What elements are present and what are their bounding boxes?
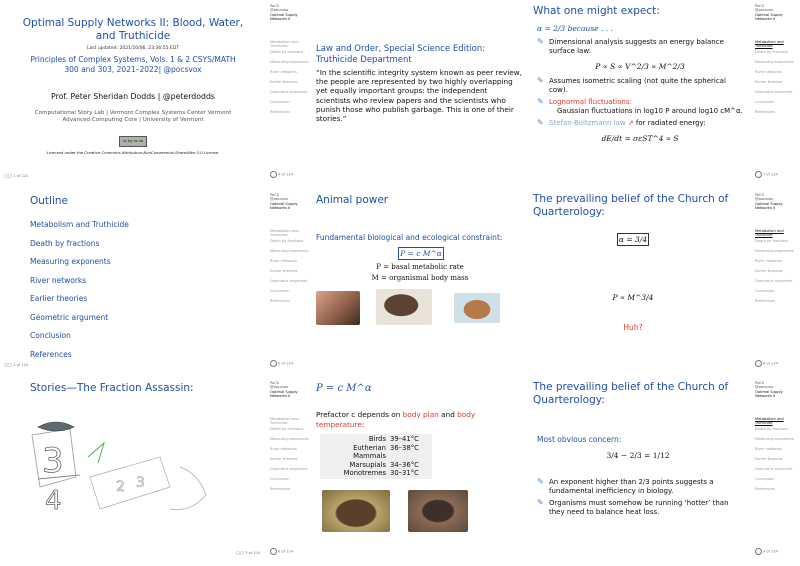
sidebar-item[interactable]: Death by fractions <box>270 50 304 54</box>
slide-title: Animal power <box>316 194 389 206</box>
sidebar-brand: PoCS @pocsvox Optimal Supply Networks II <box>270 193 298 211</box>
sidebar-item[interactable]: References <box>270 299 290 303</box>
nav-icon[interactable] <box>270 548 277 555</box>
slide-7 <box>533 0 799 188</box>
sidebar-nav <box>755 417 797 497</box>
sidebar-item[interactable]: Death by fractions <box>270 239 304 243</box>
page-counter: 4 of 124 <box>270 171 293 178</box>
sidebar-item[interactable]: Geometric argument <box>270 467 308 471</box>
sidebar-item[interactable]: Measuring exponents <box>755 249 794 253</box>
quote: “In the scientific integrity system known as peer review, the people are represented by two highly overlapping yet equally important groups: the independent scientists who review papers and the scientists who punish those who publish garbage. This is one of their stories.” <box>316 68 523 124</box>
slide-title: Optimal Supply Networks II: Blood, Water, and Truthicide <box>22 17 244 42</box>
outline-item[interactable]: References <box>30 349 72 359</box>
last-updated: Last updated: 2021/10/06, 23:36:55 EDT <box>87 46 179 51</box>
sidebar-item[interactable]: Metabolism and Truthicide <box>755 229 784 238</box>
sidebar-item[interactable]: Metabolism and Truthicide <box>270 417 299 426</box>
outline-item[interactable]: Metabolism and Truthicide <box>30 220 129 229</box>
equation: P ∝ M^3/4 <box>612 293 654 302</box>
sidebar-item[interactable]: Geometric argument <box>270 279 308 283</box>
sidebar-nav <box>755 229 797 309</box>
slide-2 <box>0 189 266 377</box>
sidebar-item[interactable]: Earlier theories <box>270 457 298 461</box>
nav-icon[interactable] <box>755 171 762 178</box>
page-counter: 5 of 124 <box>270 360 293 367</box>
table-row: Marsupials 34–36°C <box>349 460 419 469</box>
sidebar-item[interactable]: Death by fractions <box>755 50 789 54</box>
sidebar-item[interactable]: River networks <box>270 259 297 263</box>
slide-title: P = c M^α <box>316 383 372 394</box>
slide-title: What one might expect: <box>533 5 660 17</box>
sidebar-item[interactable]: Conclusion <box>755 477 775 481</box>
page-counter: ◯◯ 3 of 124 <box>236 551 261 555</box>
sidebar-item[interactable]: References <box>755 299 775 303</box>
sidebar-item[interactable]: Death by fractions <box>755 427 789 431</box>
sidebar-item[interactable]: Measuring exponents <box>755 437 794 441</box>
outline-item[interactable]: Conclusion <box>30 331 71 340</box>
sidebar-item[interactable]: Earlier theories <box>270 269 298 273</box>
sidebar-nav <box>755 40 797 120</box>
slide-1 <box>0 0 266 188</box>
slide-8 <box>533 189 799 377</box>
page-counter: ◯◯ 1 of 124 <box>4 174 29 178</box>
equation: dE/dt = σεST^4 ∝ S <box>601 134 679 143</box>
sidebar <box>266 189 310 377</box>
definition: P = basal metabolic rate <box>376 263 464 271</box>
sidebar <box>266 377 310 565</box>
sidebar-brand: PoCS @pocsvox Optimal Supply Networks II <box>270 381 298 399</box>
bullet-icon: ✎ <box>537 477 544 486</box>
outline-item[interactable]: Geometric argument <box>30 312 109 322</box>
sidebar-item[interactable]: Geometric argument <box>270 90 308 94</box>
sidebar-item[interactable]: Geometric argument <box>755 467 793 471</box>
page-counter: 8 of 124 <box>755 360 778 367</box>
svg-text:3: 3 <box>42 441 64 481</box>
nav-icon[interactable]: ◯◯ <box>4 363 14 367</box>
echidna-photo <box>408 490 468 532</box>
sidebar-brand: PoCS @pocsvox Optimal Supply Networks II <box>755 381 783 399</box>
sidebar-item[interactable]: Geometric argument <box>755 90 793 94</box>
concern-text: Most obvious concern: <box>537 435 622 444</box>
outline-list <box>30 220 250 368</box>
sidebar-item[interactable]: Earlier theories <box>755 457 783 461</box>
sidebar-item[interactable]: Metabolism and Truthicide <box>270 229 299 238</box>
outline-item[interactable]: Death by fractions <box>30 238 100 248</box>
sidebar-item[interactable]: Earlier theories <box>270 80 298 84</box>
nav-icon[interactable] <box>270 360 277 367</box>
sidebar-item[interactable]: Conclusion <box>270 100 290 104</box>
lead-text: Fundamental biological and ecological constraint: <box>316 233 503 242</box>
page-counter: 9 of 124 <box>755 548 778 555</box>
sidebar-item[interactable]: Earlier theories <box>755 80 783 84</box>
sidebar-item[interactable]: Metabolism and Truthicide <box>755 40 784 49</box>
table-row: Monotremes 30–31°C <box>343 469 419 478</box>
bullet: ✎ Organisms must somehow be running ‘hotter’ than they need to balance heat loss. <box>537 498 729 516</box>
license-text: Licensed under the Creative Commons Attribution-NonCommercial-ShareAlike 3.0 License. <box>46 150 220 155</box>
svg-text:2: 2 <box>116 479 125 495</box>
sidebar-brand: PoCS @pocsvox Optimal Supply Networks II <box>755 4 783 22</box>
equation: P ∝ S ∝ V^2/3 ∝ M^2/3 <box>595 62 685 71</box>
slide-9 <box>533 377 799 565</box>
slide-title: Outline <box>30 195 68 207</box>
formula-box: α = 3/4 <box>618 235 648 244</box>
nav-icon[interactable]: ◯◯ <box>4 174 14 178</box>
sidebar-item[interactable]: River networks <box>270 447 297 451</box>
sidebar-item[interactable]: Measuring exponents <box>270 249 309 253</box>
sidebar-item[interactable]: River networks <box>270 70 297 74</box>
sidebar-item[interactable]: Conclusion <box>270 289 290 293</box>
temperature-table <box>320 434 432 479</box>
sidebar-item[interactable]: References <box>270 110 290 114</box>
kiwi-photo <box>376 289 432 325</box>
course-name: Principles of Complex Systems, Vols. 1 & 2 CSYS/MATH 300 and 303, 2021–2022| @pocsvox <box>30 55 236 74</box>
nav-icon[interactable] <box>270 171 277 178</box>
slide-title: The prevailing belief of the Church of Quarterology: <box>533 381 729 406</box>
slide-title: Stories—The Fraction Assassin: <box>30 382 194 394</box>
sidebar <box>751 0 795 188</box>
slide-6 <box>266 377 532 565</box>
table-row: Eutherian Mammals 36–38°C <box>353 443 419 461</box>
slide-title: Law and Order, Special Science Edition: Truthicide Department <box>316 44 486 65</box>
mammoth-photo <box>454 293 500 323</box>
bullet: ✎ Stefan-Boltzmann law ↗ for radiated energy: <box>537 118 706 127</box>
alpha-line: α = 2/3 because . . . <box>537 24 613 33</box>
slide-5 <box>266 189 532 377</box>
bullet: ✎ Assumes isometric scaling (not quite the spherical cow). <box>537 76 726 94</box>
bullet-icon: ✎ <box>537 76 544 85</box>
sidebar-item[interactable]: Death by fractions <box>270 427 304 431</box>
sidebar-item[interactable]: References <box>755 487 775 491</box>
sidebar-nav <box>270 40 312 120</box>
external-link-icon[interactable]: ↗ <box>625 119 634 127</box>
slide-4 <box>266 0 532 188</box>
sidebar-item[interactable]: Measuring exponents <box>270 437 309 441</box>
sidebar-item[interactable]: References <box>755 110 775 114</box>
bullet-icon: ✎ <box>537 37 544 46</box>
sidebar-item[interactable]: River networks <box>755 259 782 263</box>
stefan-boltzmann-link[interactable]: Stefan-Boltzmann law <box>549 119 626 127</box>
sidebar-item[interactable]: Metabolism and Truthicide <box>270 40 299 49</box>
shrew-photo <box>316 291 360 325</box>
sidebar <box>266 0 310 188</box>
sidebar-item[interactable]: River networks <box>755 447 782 451</box>
sidebar-item[interactable]: Measuring exponents <box>755 60 794 64</box>
platypus-photo <box>322 490 390 532</box>
definition: M = organismal body mass <box>371 274 469 282</box>
bullet: ✎ Lognormal fluctuations: Gaussian fluctuations in log10 P around log10 cM^α. <box>537 97 743 115</box>
bullet: ✎ An exponent higher than 2/3 points suggests a fundamental inefficiency in biology. <box>537 477 714 495</box>
equation: 3/4 − 2/3 = 1/12 <box>606 451 670 460</box>
nav-icon[interactable] <box>755 360 762 367</box>
cc-icon: cc by nc sa <box>122 139 144 143</box>
sidebar-item[interactable]: Conclusion <box>755 289 775 293</box>
cc-badge <box>119 136 147 147</box>
sidebar <box>751 189 795 377</box>
sidebar-item[interactable]: Earlier theories <box>755 269 783 273</box>
author: Prof. Peter Sheridan Dodds | @peterdodds <box>51 92 215 101</box>
slide-3 <box>0 377 266 565</box>
sidebar-item[interactable]: Geometric argument <box>755 279 793 283</box>
bullet: ✎ Dimensional analysis suggests an energy balance surface law: <box>537 37 724 55</box>
formula-box: P = c M^α <box>398 247 444 260</box>
page-counter: 7 of 124 <box>755 171 778 178</box>
page-counter: ◯◯ 2 of 124 <box>4 363 29 367</box>
outline-item[interactable]: River networks <box>30 275 87 285</box>
nav-icon[interactable] <box>755 548 762 555</box>
svg-text:3: 3 <box>136 475 145 491</box>
sidebar-item[interactable]: River networks <box>755 70 782 74</box>
sidebar-item[interactable]: Conclusion <box>270 477 290 481</box>
table-row: Birds 39–41°C <box>368 435 419 443</box>
huh-text: Huh? <box>623 323 643 332</box>
sidebar-item[interactable]: Metabolism and Truthicide <box>755 417 784 426</box>
sidebar-item[interactable]: Conclusion <box>755 100 775 104</box>
sidebar-item[interactable]: Measuring exponents <box>270 60 309 64</box>
sidebar <box>751 377 795 565</box>
outline-item[interactable]: Measuring exponents <box>30 257 111 266</box>
fraction-assassin-drawing <box>20 417 220 527</box>
sidebar-item[interactable]: Death by fractions <box>755 239 789 243</box>
outline-item[interactable]: Earlier theories <box>30 294 88 303</box>
page-counter: 6 of 124 <box>270 548 293 555</box>
bullet-icon: ✎ <box>537 97 544 106</box>
sidebar-nav <box>270 229 312 309</box>
affiliation: Computational Story Lab | Vermont Complex Systems Center Vermont Advanced Computing Core | University of Vermont <box>34 110 232 123</box>
nav-icon[interactable]: ◯◯ <box>236 551 246 555</box>
bullet-icon: ✎ <box>537 118 544 127</box>
sidebar-item[interactable]: References <box>270 487 290 491</box>
slide-title: The prevailing belief of the Church of Quarterology: <box>533 193 729 218</box>
sidebar-brand: PoCS @pocsvox Optimal Supply Networks II <box>270 4 298 22</box>
sidebar-nav <box>270 417 312 497</box>
sidebar-brand: PoCS @pocsvox Optimal Supply Networks II <box>755 193 783 211</box>
bullet-icon: ✎ <box>537 498 544 507</box>
svg-text:4: 4 <box>45 486 62 516</box>
prefactor-text: Prefactor c depends on body plan and body temperature: <box>316 410 476 429</box>
